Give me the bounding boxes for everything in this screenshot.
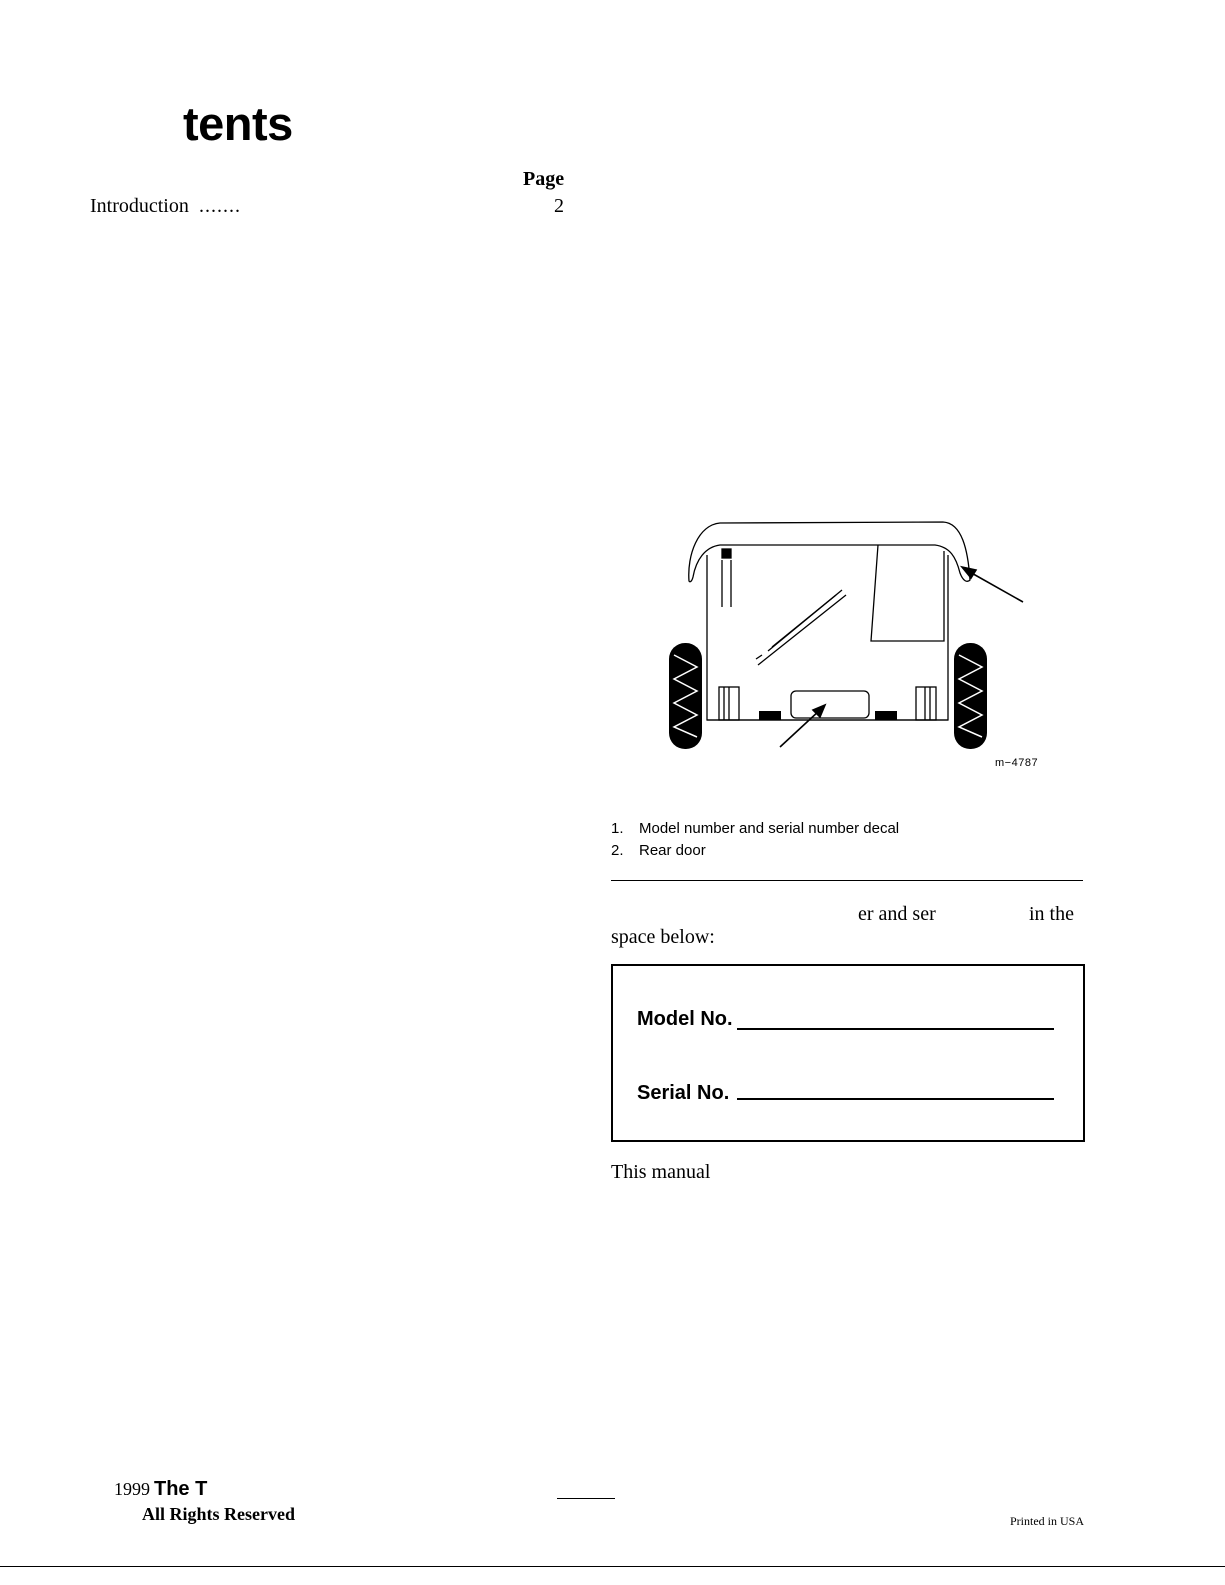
- vehicle-rear-illustration: [660, 515, 1060, 780]
- figure-captions: [611, 820, 899, 864]
- copyright-year: 1999: [114, 1479, 150, 1499]
- record-box: [611, 964, 1085, 1142]
- caption-item: 1. Model number and serial number decal: [611, 820, 900, 837]
- model-number-field[interactable]: [737, 1028, 1054, 1030]
- figure-id: m−4787: [995, 757, 1039, 769]
- rights-reserved: All Rights Reserved: [142, 1504, 295, 1524]
- printed-in: Printed in USA: [1010, 1514, 1085, 1528]
- toc-page-column-header: Page: [523, 168, 565, 190]
- page-bottom-rule: [0, 1566, 1225, 1567]
- instruction-fragment: in the: [1029, 903, 1074, 925]
- section-divider: [611, 880, 1083, 881]
- instruction-fragment: er and ser: [858, 903, 936, 925]
- manual-note: This manual: [611, 1161, 711, 1183]
- copyright-company: The T: [154, 1478, 208, 1500]
- model-number-label: Model No.: [637, 1008, 733, 1030]
- instruction-line: space below:: [611, 926, 715, 948]
- footer-divider: [557, 1498, 615, 1499]
- caption-item: 2. Rear door: [611, 842, 706, 859]
- serial-number-label: Serial No.: [637, 1082, 730, 1104]
- toc-entry-leader: .......: [199, 195, 241, 217]
- toc-entry-page: 2: [554, 195, 564, 217]
- page-title: tents: [183, 97, 293, 150]
- serial-number-field[interactable]: [737, 1098, 1054, 1100]
- toc-entry-label: Introduction: [90, 195, 189, 217]
